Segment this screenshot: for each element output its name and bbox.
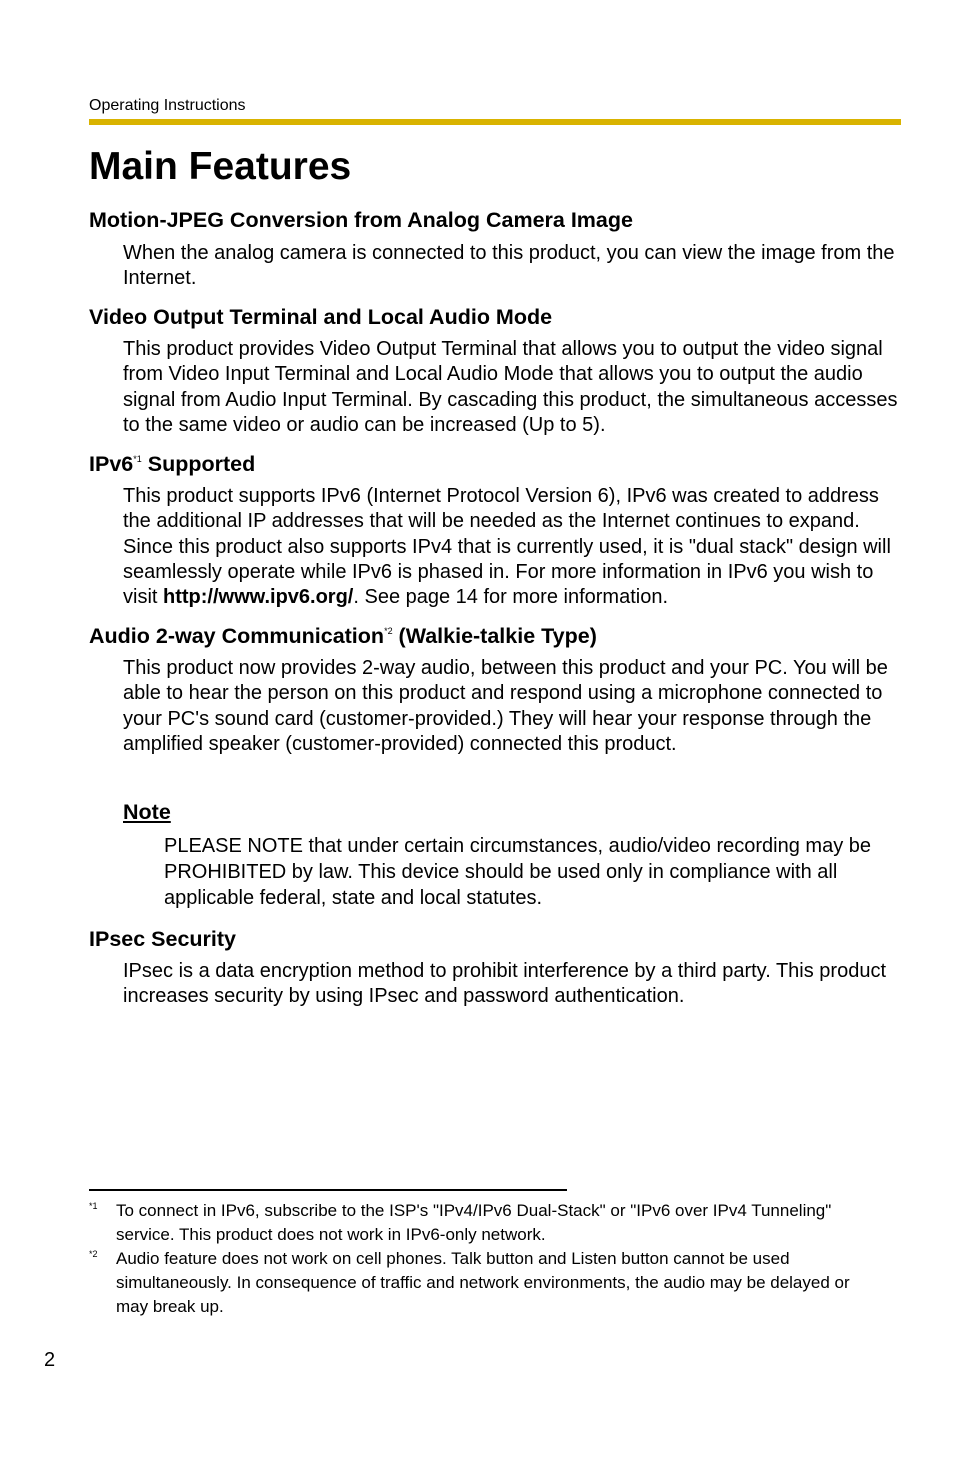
section-heading-mjpeg: Motion-JPEG Conversion from Analog Camera Image	[89, 208, 633, 232]
heading-text: Supported	[141, 452, 256, 476]
section-heading-ipv6	[89, 451, 255, 477]
footnote-rule	[89, 1189, 567, 1191]
footnote-text: Audio feature does not work on cell phones. Talk button and Listen button cannot be used simultaneously. In consequence of traffic and network environments, the audio may be delayed or may break up.	[116, 1249, 850, 1316]
section-heading-audio	[89, 623, 597, 649]
header-rule	[89, 119, 901, 125]
section-heading-video-output: Video Output Terminal and Local Audio Mode	[89, 305, 553, 329]
ipv6-link[interactable]: http://www.ipv6.org/	[163, 586, 354, 609]
footnote-2	[89, 1247, 879, 1319]
footnote-mark: *2	[89, 1249, 98, 1259]
footnote-text: To connect in IPv6, subscribe to the ISP's "IPv4/IPv6 Dual-Stack" or "IPv6 over IPv4 Tunneling" service. This product does not work in IPv6-only network.	[116, 1201, 832, 1244]
page-number: 2	[44, 1349, 56, 1371]
section-body-ipv6	[123, 484, 903, 610]
heading-text: IPv6	[89, 452, 134, 476]
footnote-ref-1: *1	[133, 454, 142, 464]
section-body-ipsec: IPsec is a data encryption method to prohibit interference by a third party. This product increases security by using IPsec and password authentication.	[123, 960, 886, 1008]
section-body-video-output: This product provides Video Output Terminal that allows you to output the video signal from Video Input Terminal and Local Audio Mode that allows you to output the audio signal from Audio Input Terminal. By cascading this product, the simultaneous accesses to the same video or audio can be increased (Up to 5).	[123, 338, 898, 436]
body-text: This product supports IPv6 (Internet Protocol Version 6), IPv6 was created to address the additional IP addresses that will be needed as the Internet continues to expand. Since this product also supports IPv4 that is currently used, it is "dual stack" design will seamlessly operate while IPv6 is phased in. For more information in IPv6 you wish to visit	[123, 485, 891, 609]
heading-text: (Walkie-talkie Type)	[392, 624, 597, 648]
body-text: . See page 14 for more information.	[353, 586, 668, 609]
note-body: PLEASE NOTE that under certain circumstances, audio/video recording may be PROHIBITED by law. This device should be used only in compliance with all applicable federal, state and local statutes.	[164, 835, 872, 909]
note-heading: Note	[123, 800, 171, 824]
footnote-ref-2: *2	[384, 626, 393, 636]
section-body-audio: This product now provides 2-way audio, between this product and your PC. You will be able to hear the person on this product and respond using a microphone connected to your PC's sound card (customer-provided.) They will hear your response through the amplified speaker (customer-provided) connected this product.	[123, 657, 888, 755]
section-body-mjpeg: When the analog camera is connected to this product, you can view the image from the Internet.	[123, 242, 895, 290]
running-header: Operating Instructions	[89, 97, 246, 114]
section-heading-ipsec: IPsec Security	[89, 927, 237, 951]
footnote-mark: *1	[89, 1201, 98, 1211]
heading-text: Audio 2-way Communication	[89, 624, 385, 648]
page-title: Main Features	[89, 145, 352, 188]
footnote-1	[89, 1199, 879, 1247]
